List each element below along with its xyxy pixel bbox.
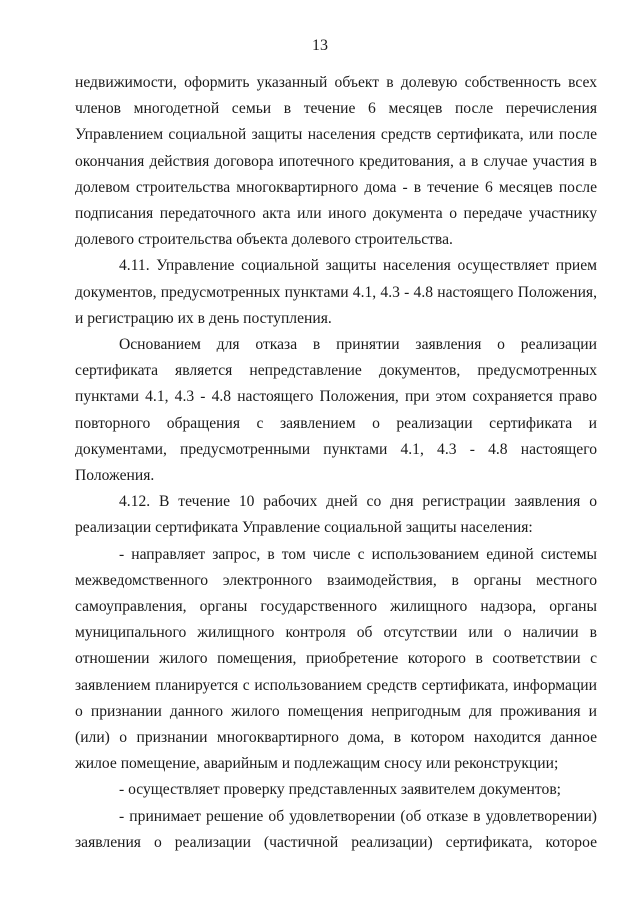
paragraph-4-12: 4.12. В течение 10 рабочих дней со дня регистрации заявления о реализации сертификата Управление социальной защиты населения: — [75, 493, 597, 537]
paragraph-continuation: недвижимости, оформить указанный объект в долевую собственность всех членов многодетной семьи в течение 6 месяцев после перечисления Управлением социальной защиты населения средств сертификата, или после окончания действия договора ипотечного кредитования, а в случае участия в долевом строительства многоквартирного дома - в течение 6 месяцев после подписания передаточного акта или иного документа о передаче участнику долевого строительства объекта долевого строительства. — [75, 74, 597, 249]
document-body — [75, 70, 597, 856]
page-number: 13 — [312, 37, 328, 54]
list-item-decision: - принимает решение об удовлетворении (об отказе в удовлетворении) заявления о реализации (частичной реализации) сертификата, которое — [75, 807, 597, 851]
paragraph-4-11: 4.11. Управление социальной защиты населения осуществляет прием документов, предусмотренных пунктами 4.1, 4.3 - 4.8 настоящего Положения, и регистрацию их в день поступления. — [75, 257, 597, 327]
paragraph-refusal-grounds: Основанием для отказа в принятии заявления о реализации сертификата является непредставление документов, предусмотренных пунктами 4.1, 4.3 - 4.8 настоящего Положения, при этом сохраняется право повторного обращения с заявлением о реализации сертификата и документами, предусмотренными пунктами 4.1, 4.3 - 4.8 настоящего Положения. — [75, 336, 597, 485]
list-item-verification: - осуществляет проверку представленных заявителем документов; — [119, 781, 562, 799]
list-item-request: - направляет запрос, в том числе с использованием единой системы межведомственного электронного взаимодействия, в органы местного самоуправления, органы государственного жилищного надзора, органы муниципального жилищного контроля об отсутствии или о наличии в отношении жилого помещения, приобретение которого в соответствии с заявлением планируется с использованием средств сертификата, информации о признании данного жилого помещения непригодным для проживания и (или) о признании многоквартирного дома, в котором находится данное жилое помещение, аварийным и подлежащим сносу или реконструкции; — [75, 545, 597, 773]
